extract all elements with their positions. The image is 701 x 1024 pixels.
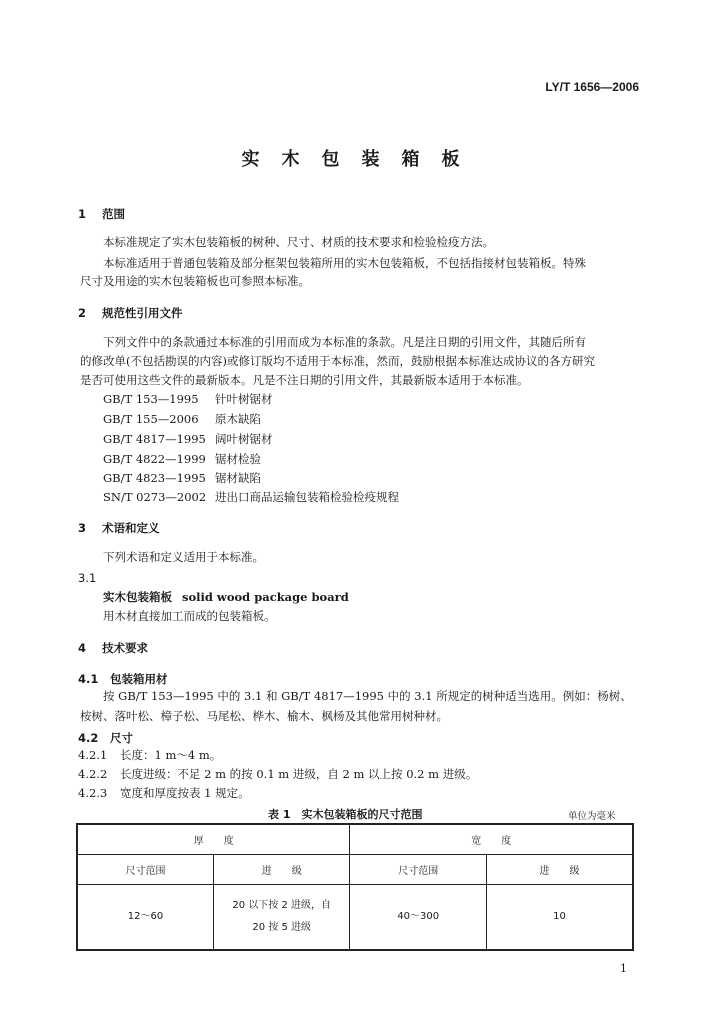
section-title: 范围 [102,207,125,221]
step-line: 20 以下按 2 进级，自 [232,900,332,911]
paragraph: 桉树、落叶松、樟子松、马尾松、桦木、榆木、枫杨及其他常用树种材。 [80,709,448,723]
reference-item [103,413,261,426]
table-row [77,885,633,951]
paragraph: 按 GB/T 153—1995 中的 3.1 和 GB/T 4817—1995 中的 3.1 所规定的树种适当选用。例如：杨树、 [103,689,632,703]
reference-code: GB/T 153—1995 [103,392,199,406]
standard-number: LY/T 1656—2006 [545,80,639,94]
header-width-step: 进 级 [486,855,633,885]
paragraph: 本标准规定了实木包装箱板的树种、尺寸、材质的技术要求和检验检疫方法。 [103,235,494,249]
section-2-heading [78,305,183,321]
cell-width-range: 40～300 [350,885,486,951]
reference-name: 锯材检验 [215,452,261,466]
cell-width-step: 10 [486,885,633,951]
subsection-number: 4.2 [78,731,99,745]
section-1-heading [78,206,125,222]
table-row [77,855,633,885]
reference-item [103,453,261,466]
reference-name: 进出口商品运输包装箱检验检疫规程 [215,490,399,504]
subsection-4-2-heading [78,730,133,746]
step-line: 20 按 5 进级 [252,922,312,933]
subsection-4-1-heading [78,671,168,687]
subsection-title: 尺寸 [110,731,133,745]
section-title: 技术要求 [102,641,148,655]
header-thickness: 厚 度 [77,824,350,855]
section-number: 3 [78,521,87,535]
section-number: 2 [78,306,87,320]
paragraph: 下列文件中的条款通过本标准的引用而成为本标准的条款。凡是注日期的引用文件，其随后所有 [103,335,586,349]
table-row [77,824,633,855]
reference-item [103,491,399,504]
header-thickness-range: 尺寸范围 [77,855,213,885]
reference-name: 阔叶树锯材 [215,432,273,446]
table-caption: 表 1 实木包装箱板的尺寸范围 [268,808,423,821]
reference-item [103,393,273,406]
table-unit: 单位为毫米 [568,811,616,822]
section-3-heading [78,520,160,536]
clause-number: 4.2.1 [78,748,108,762]
header-width: 宽 度 [350,824,633,855]
size-range-table [76,823,634,951]
section-title: 规范性引用文件 [102,306,183,320]
section-number: 1 [78,207,87,221]
cell-thickness-range: 12～60 [77,885,213,951]
subsection-number: 4.1 [78,672,99,686]
paragraph: 的修改单(不包括勘误的内容)或修订版均不适用于本标准，然而，鼓励根据本标准达成协议的各方研究 [80,354,595,368]
term-definition: 用木材直接加工而成的包装箱板。 [103,609,276,623]
reference-item [103,433,273,446]
paragraph: 本标准适用于普通包装箱及部分框架包装箱所用的实木包装箱板，不包括指接材包装箱板。特殊 [103,256,586,270]
header-width-range: 尺寸范围 [350,855,486,885]
reference-item [103,472,261,485]
paragraph: 尺寸及用途的实木包装箱板也可参照本标准。 [80,274,310,288]
term-chinese: 实木包装箱板 [103,590,172,604]
reference-code: GB/T 4822—1999 [103,452,206,466]
reference-code: GB/T 4823—1995 [103,471,206,485]
header-thickness-step: 进 级 [213,855,350,885]
clause-text: 长度：1 m～4 m。 [120,748,222,762]
clause-number: 4.2.3 [78,786,108,800]
paragraph: 是否可使用这些文件的最新版本。凡是不注日期的引用文件，其最新版本适用于本标准。 [80,373,529,387]
reference-name: 针叶树锯材 [215,392,273,406]
subsection-title: 包装箱用材 [110,672,168,686]
reference-name: 锯材缺陷 [215,471,261,485]
page-number: 1 [620,962,627,975]
clause-4-2-2 [78,768,477,781]
reference-code: GB/T 155—2006 [103,412,199,426]
reference-name: 原木缺陷 [215,412,261,426]
document-title: 实木包装箱板 [241,149,482,170]
clause-text: 长度进级：不足 2 m 的按 0.1 m 进级，自 2 m 以上按 0.2 m 进级。 [120,767,478,781]
paragraph: 下列术语和定义适用于本标准。 [103,550,264,564]
subsection-number: 3.1 [78,571,97,585]
section-4-heading [78,640,148,656]
clause-number: 4.2.2 [78,767,108,781]
term-english: solid wood package board [182,590,349,604]
clause-4-2-3 [78,787,250,800]
clause-4-2-1 [78,749,221,762]
reference-code: GB/T 4817—1995 [103,432,206,446]
section-title: 术语和定义 [102,521,160,535]
cell-thickness-step [213,885,350,951]
term-entry [103,591,349,604]
clause-text: 宽度和厚度按表 1 规定。 [120,786,250,800]
reference-code: SN/T 0273—2002 [103,490,207,504]
section-number: 4 [78,641,87,655]
